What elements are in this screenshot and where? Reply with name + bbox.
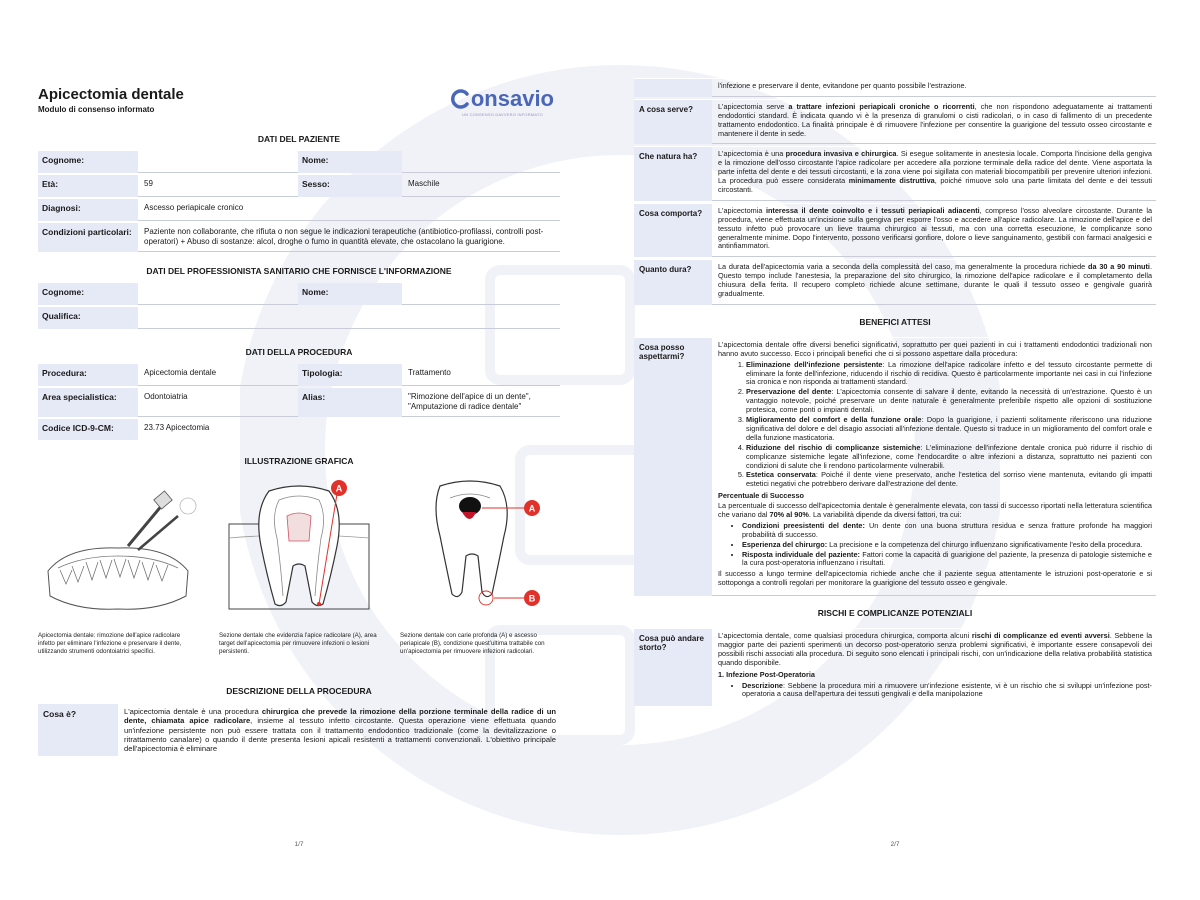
patient-surname-field[interactable] — [138, 151, 298, 173]
section-professional-title: DATI DEL PROFESSIONISTA SANITARIO CHE FORNISCE L'INFORMAZIONE — [146, 266, 452, 276]
duration-row — [634, 259, 1156, 305]
procedure-type-label: Tipologia: — [298, 364, 402, 386]
benefits-text — [712, 338, 1156, 596]
procedure-label: Procedura: — [38, 364, 138, 386]
patient-name-field[interactable] — [402, 151, 560, 173]
consavio-logo — [451, 86, 554, 117]
page-1 — [38, 78, 560, 858]
patient-surname-label: Cognome: — [38, 151, 138, 173]
professional-qualification-label: Qualifica: — [38, 307, 138, 329]
procedure-alias-label: Alias: — [298, 388, 402, 417]
nature-row — [634, 146, 1156, 200]
section-illustration-title: ILLUSTRAZIONE GRAFICA — [244, 456, 354, 466]
caption-1: Apicectomia dentale: rimozione dell'apice radicolare infetto per eliminare l'infezione e preservare il dente, utilizzando strumenti odontoiatrici specifici. — [38, 632, 182, 656]
professional-name-label: Nome: — [298, 283, 402, 305]
marker-a-label: A — [335, 483, 343, 494]
success-factors-list — [718, 522, 1152, 568]
duration-text: La durata dell'apicectomia varia a seconda della complessità del caso, ma generalmente la procedura richiede da 30 a 90 minuti. Questo tempo include l'anestesia, la preparazione del sito chirurgico, la rimozione dell'apice radicolare e il completamento della chiusura della ferita. Il recupero completo richiede alcune settimane, durante le quali il tessuto osseo e gengivale guarirà gradualmente. — [712, 260, 1156, 305]
jaw-surgery-illustration — [38, 476, 198, 626]
document-title: Apicectomia dentale — [38, 86, 184, 103]
tooth-section-apex-illustration — [219, 476, 379, 626]
procedure-area-value: Odontoiatria — [138, 388, 298, 417]
risks-label: Cosa può andare storto? — [634, 629, 712, 706]
procedure-icd-label: Codice ICD-9-CM: — [38, 419, 138, 440]
list-item: • Descrizione: Sebbene la procedura miri a rimuovere un'infezione esistente, vi è un rischio che si sviluppi un'infezione post-operatoria a causa dell'apertura dei tessuti gengivali e della manipolazione — [742, 682, 1152, 700]
caption-3: Sezione dentale con carie profonda (A) e ascesso periapicale (B), condizione quest'ultima trattabile con un'apicectomia per rimuovere infezioni radicolari. — [400, 632, 545, 656]
professional-surname-label: Cognome: — [38, 283, 138, 305]
logo-tagline: UN CONSENSO DAVVERO INFORMATO — [462, 112, 543, 117]
duration-label: Quanto dura? — [634, 260, 712, 305]
description-row — [38, 704, 560, 756]
benefits-list — [718, 361, 1152, 489]
risks-row — [634, 628, 1156, 706]
list-item: 1. Eliminazione dell'infezione persistente: La rimozione dell'apice radicolare infetto e del tessuto circostante permette di eliminare la fonte dell'infezione, riducendo il rischio di recidiva. Questo è particolarmente importante nei casi in cui l'infezione sia cronica e non risponda ai trattamenti standard. — [746, 361, 1152, 388]
logo-text: onsavio — [470, 86, 554, 111]
continuation-text: l'infezione e preservare il dente, evitandone per quanto possibile l'estrazione. — [712, 79, 1156, 97]
patient-diagnosis-label: Diagnosi: — [38, 199, 138, 221]
list-item: • Esperienza del chirurgo: La precisione e la competenza del chirurgo influenzano significativamente l'esito della procedura. — [742, 541, 1152, 550]
success-rate-heading: Percentuale di Successo — [718, 491, 804, 501]
patient-conditions-value: Paziente non collaborante, che rifiuta o non segue le indicazioni terapeutiche (antibiotico-profilassi, controlli post-operatori) + Abuso di sostanze: alcol, droghe o fumo in quantità elevate, che ostacolano la guarigione. — [138, 223, 560, 252]
patient-sex-label: Sesso: — [298, 175, 402, 197]
patient-diagnosis-value: Ascesso periapicale cronico — [138, 199, 560, 221]
involves-text: L'apicectomia interessa il dente coinvolto e i tessuti periapicali adiacenti, compreso l'osso alveolare circostante. Durante la procedura, viene effettuata un'incisione sulla gengiva per esporre l'osso e accedere all'apice radicolare. La rimozione dell'apice e del tessuto infetto può provocare un lieve trauma chirurgico ai tessuti, ma con una corretta esecuzione, le complicanze sono generalmente minime. Dopo l'intervento, possono verificarsi gonfiore, dolore o lieve sanguinamento, gestibili con farmaci analgesici e antinfiammatori. — [712, 204, 1156, 257]
nature-label: Che natura ha? — [634, 147, 712, 200]
risks-text: L'apicectomia dentale, come qualsiasi procedura chirurgica, comporta alcuni rischi di complicanze ed eventi avversi. Sebbene la maggior parte dei pazienti sperimenti un decorso post-operatorio senza problemi significativi, è importante essere consapevoli dei possibili rischi associati alla procedura. Di seguito sono elencati i principali rischi, con un'indicazione della relativa probabilità statistica quando disponibile. 1. Infezione Post-Operatoria • Descrizione: Sebbene la procedura miri a rimuovere un'infezione esistente, vi è un rischio che si sviluppi un'infezione post-operatoria a causa dell'apertura dei tessuti gengivali e della manipolazione — [712, 629, 1156, 706]
patient-age-label: Età: — [38, 175, 138, 197]
risk-1-heading: 1. Infezione Post-Operatoria — [718, 669, 815, 679]
list-item: • Condizioni preesistenti del dente: Un dente con una buona struttura residua e senza fratture profonde ha maggiori probabilità di successo. — [742, 522, 1152, 540]
section-description-title: DESCRIZIONE DELLA PROCEDURA — [226, 686, 372, 697]
section-risks-title: RISCHI E COMPLICANZE POTENZIALI — [817, 608, 973, 619]
professional-table — [38, 283, 560, 329]
professional-qualification-field[interactable] — [138, 307, 560, 329]
benefits-intro: L'apicectomia dentale offre diversi benefici significativi, soprattutto per quei pazienti in cui i trattamenti endodontici tradizionali non hanno avuto successo. Ecco i principali benefici che ci si possono aspettare dalla procedura: — [718, 339, 1152, 358]
procedure-alias-value: "Rimozione dell'apice di un dente", "Amputazione di radice dentale" — [402, 388, 560, 417]
procedure-icd-value: 23.73 Apicectomia — [144, 423, 210, 432]
marker-a-label: A — [528, 503, 536, 514]
benefits-row — [634, 337, 1156, 596]
marker-b-label: B — [528, 593, 536, 604]
page-2 — [634, 78, 1156, 858]
logo-c-icon — [451, 89, 471, 109]
procedure-table — [38, 364, 560, 440]
professional-surname-field[interactable] — [138, 283, 298, 305]
risk-1-list — [718, 682, 1152, 700]
what-is-text: L'apicectomia dentale è una procedura chirurgica che prevede la rimozione della porzione terminale della radice di un dente, chiamata apice radicolare, insieme al tessuto infetto circostante. Questa operazione viene effettuata quando un'infezione persistente non può essere trattata con il trattamento endodontico tradizionale (come la devitalizzazione o ritrattamento canalare) o quando il dente presenta lesioni apicali resistenti a trattamenti convenzionali. L'obiettivo principale dell'apicectomia è eliminare — [124, 707, 556, 754]
section-patient-title: DATI DEL PAZIENTE — [257, 134, 341, 144]
patient-age-value: 59 — [138, 175, 298, 197]
professional-name-field[interactable] — [402, 283, 560, 305]
document-subtitle: Modulo di consenso informato — [38, 105, 155, 114]
caption-2: Sezione dentale che evidenzia l'apice radicolare (A), area target dell'apicectomia per rimuovere infezioni o lesioni persistenti. — [219, 632, 377, 656]
page-number-2: 2/7 — [890, 841, 900, 848]
list-item: 2. Preservazione del dente: L'apicectomia consente di salvare il dente, evitando la necessità di un'estrazione. Questo è un vantaggio notevole, poiché preservare un dente naturale è generalmente preferibile rispetto alle opzioni di sostituzione protesica, come ponti o impianti dentali. — [746, 388, 1152, 415]
involves-row — [634, 203, 1156, 257]
patient-name-label: Nome: — [298, 151, 402, 173]
what-is-label: Cosa è? — [38, 704, 118, 756]
patient-conditions-label: Condizioni particolari: — [38, 223, 138, 252]
section-benefits-title: BENEFICI ATTESI — [859, 316, 931, 327]
procedure-value: Apicectomia dentale — [138, 364, 298, 386]
procedure-area-label: Area specialistica: — [38, 388, 138, 417]
tooth-caries-abscess-illustration — [400, 476, 560, 626]
illustration-captions — [38, 632, 560, 656]
list-item: 3. Miglioramento del comfort e della funzione orale: Dopo la guarigione, i pazienti solitamente riferiscono una riduzione significativa del dolore e del disagio associati all'infezione dentale. Questo si traduce in un miglioramento del comfort orale e della funzione masticatoria. — [746, 416, 1152, 443]
patient-table — [38, 151, 560, 252]
purpose-row — [634, 99, 1156, 145]
success-rate-text: La percentuale di successo dell'apicectomia dentale è generalmente elevata, con tassi di successo riportati nella letteratura scientifica che variano dal 70% al 90%. La variabilità dipende da diversi fattori, tra cui: — [718, 501, 1152, 519]
nature-text: L'apicectomia è una procedura invasiva e chirurgica. Si esegue solitamente in anestesia locale. Comporta l'incisione della gengiva e la rimozione dell'osso circostante l'apice radicolare per accedere alla porzione terminale della radice del dente. Viene asportata la parte infetta del dente e dei tessuti circostanti, e la zona viene poi sigillata con materiali biocompatibili per prevenire ulteriori infezioni. La procedura può essere considerata minimamente distruttiva, poiché rimuove solo una parte limitata del dente e dei tessuti circostanti. — [712, 147, 1156, 200]
illustration-row — [38, 476, 560, 626]
page-number-1: 1/7 — [294, 841, 304, 848]
benefits-label: Cosa posso aspettarmi? — [634, 338, 712, 596]
list-item: • Risposta individuale del paziente: Fattori come la capacità di guarigione del paziente, la presenza di patologie sistemiche e la cura post-operatoria influenzano i risultati. — [742, 551, 1152, 569]
procedure-type-value: Trattamento — [402, 364, 560, 386]
purpose-text: L'apicectomia serve a trattare infezioni periapicali croniche o ricorrenti, che non rispondono adeguatamente ai trattamenti endodontici standard. È indicata quando vi è la presenza di granulomi o cisti radicolari, o in caso di fallimento di un precedente trattamento endodontico. La finalità principale è di rimuovere l'infezione per consentire la guarigione del tessuto osseo circostante e mantenere il dente in sede. — [712, 100, 1156, 145]
list-item: 5. Estetica conservata: Poiché il dente viene preservato, anche l'estetica del sorriso viene mantenuta, evitando gli impatti estetici negativi che potrebbero derivare dall'estrazione del dente. — [746, 471, 1152, 489]
section-procedure-title: DATI DELLA PROCEDURA — [245, 347, 353, 357]
involves-label: Cosa comporta? — [634, 204, 712, 257]
success-closing-text: Il successo a lungo termine dell'apicectomia richiede anche che il paziente segua attentamente le istruzioni post-operatorie e si sottoponga a controlli regolari per monitorare la guarigione del tessuto osseo e gengivale. — [718, 569, 1152, 588]
patient-sex-value: Maschile — [402, 175, 560, 197]
list-item: 4. Riduzione del rischio di complicanze sistemiche: L'eliminazione dell'infezione dentale cronica può ridurre il rischio di complicanze sistemiche legate all'infezione, come l'endocardite o altre infezioni a distanza, soprattutto nei pazienti con condizioni di salute che li rendono particolarmente vulnerabili. — [746, 444, 1152, 471]
purpose-label: A cosa serve? — [634, 100, 712, 145]
continuation-row — [634, 78, 1156, 97]
